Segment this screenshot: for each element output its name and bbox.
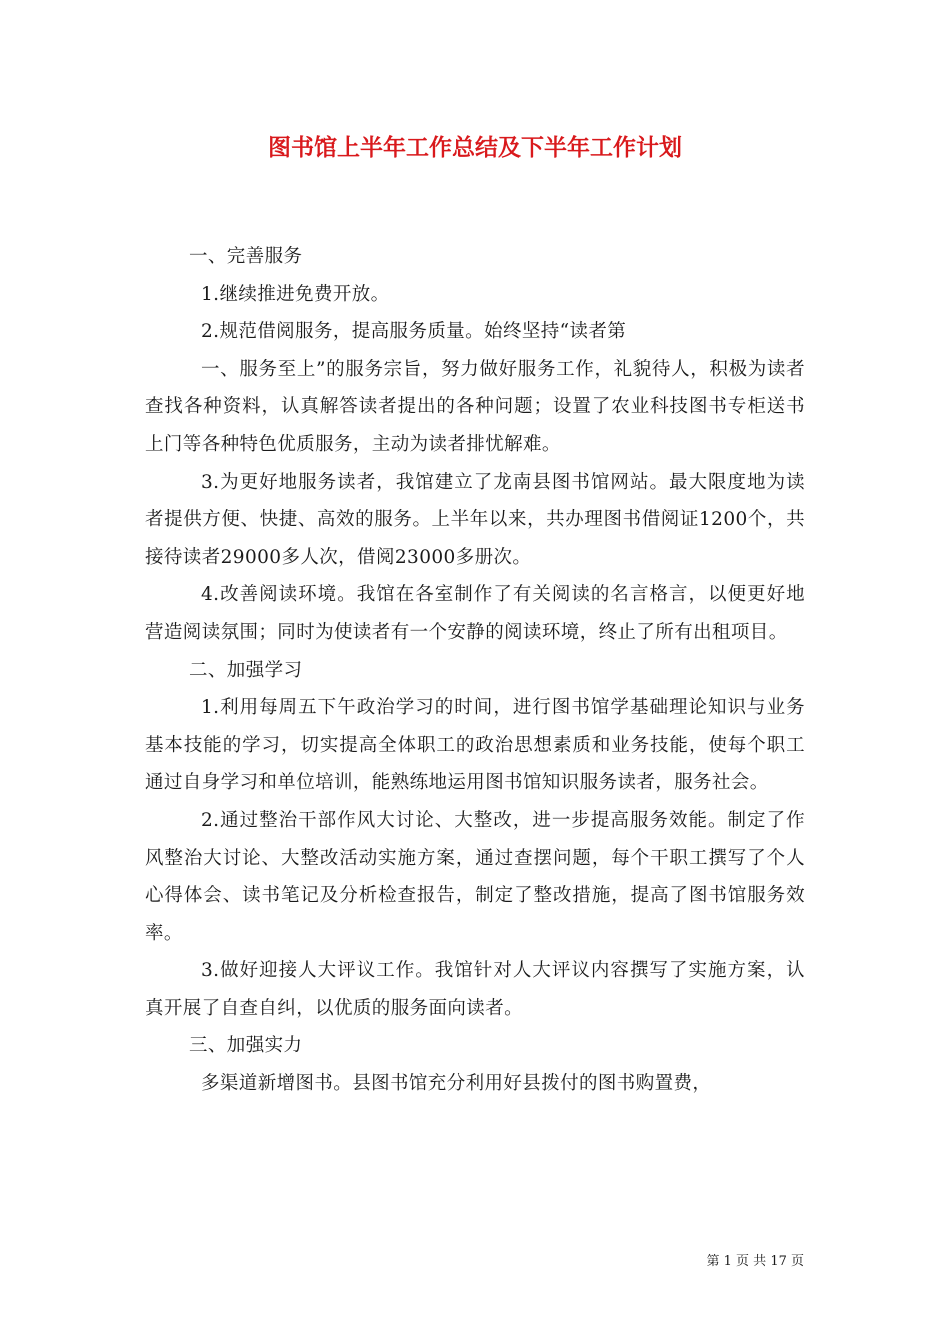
paragraph: 2.通过整治干部作风大讨论、大整改，进一步提高服务效能。制定了作风整治大讨论、大整改活动实施方案，通过查摆问题，每个干职工撰写了个人心得体会、读书笔记及分析检查报告，制定了整改措施，提高了图书馆服务效率。 [145,809,805,944]
section-heading: 二、加强学习 [189,659,303,681]
paragraph: 3.做好迎接人大评议工作。我馆针对人大评议内容撰写了实施方案，认真开展了自查自纠，以优质的服务面向读者。 [145,960,805,1019]
paragraph: 多渠道新增图书。县图书馆充分利用好县拨付的图书购置费， [201,1073,712,1095]
paragraph: 1.继续推进免费开放。 [201,283,390,305]
paragraph: 4.改善阅读环境。我馆在各室制作了有关阅读的名言格言，以便更好地营造阅读氛围；同时为使读者有一个安静的阅读环境，终止了所有出租项目。 [145,584,805,643]
document-body [145,238,805,1103]
paragraph: 2.规范借阅服务，提高服务质量。始终坚持“读者第 [201,321,627,343]
paragraph: 1.利用每周五下午政治学习的时间，进行图书馆学基础理论知识与业务基本技能的学习，切实提高全体职工的政治思想素质和业务技能，使每个职工通过自身学习和单位培训，能熟练地运用图书馆知识服务读者，服务社会。 [145,697,805,794]
page-number: 第 1 页 共 17 页 [706,1254,804,1269]
paragraph: 3.为更好地服务读者，我馆建立了龙南县图书馆网站。最大限度地为读者提供方便、快捷、高效的服务。上半年以来，共办理图书借阅证1200个，共接待读者29000多人次，借阅23000多册次。 [145,471,805,568]
section-heading: 三、加强实力 [189,1035,303,1057]
paragraph: 一、服务至上”的服务宗旨，努力做好服务工作，礼貌待人，积极为读者查找各种资料，认真解答读者提出的各种问题；设置了农业科技图书专柜送书上门等各种特色优质服务，主动为读者排忧解难。 [145,358,805,455]
document-title: 图书馆上半年工作总结及下半年工作计划 [268,135,682,161]
section-heading: 一、完善服务 [189,246,303,267]
